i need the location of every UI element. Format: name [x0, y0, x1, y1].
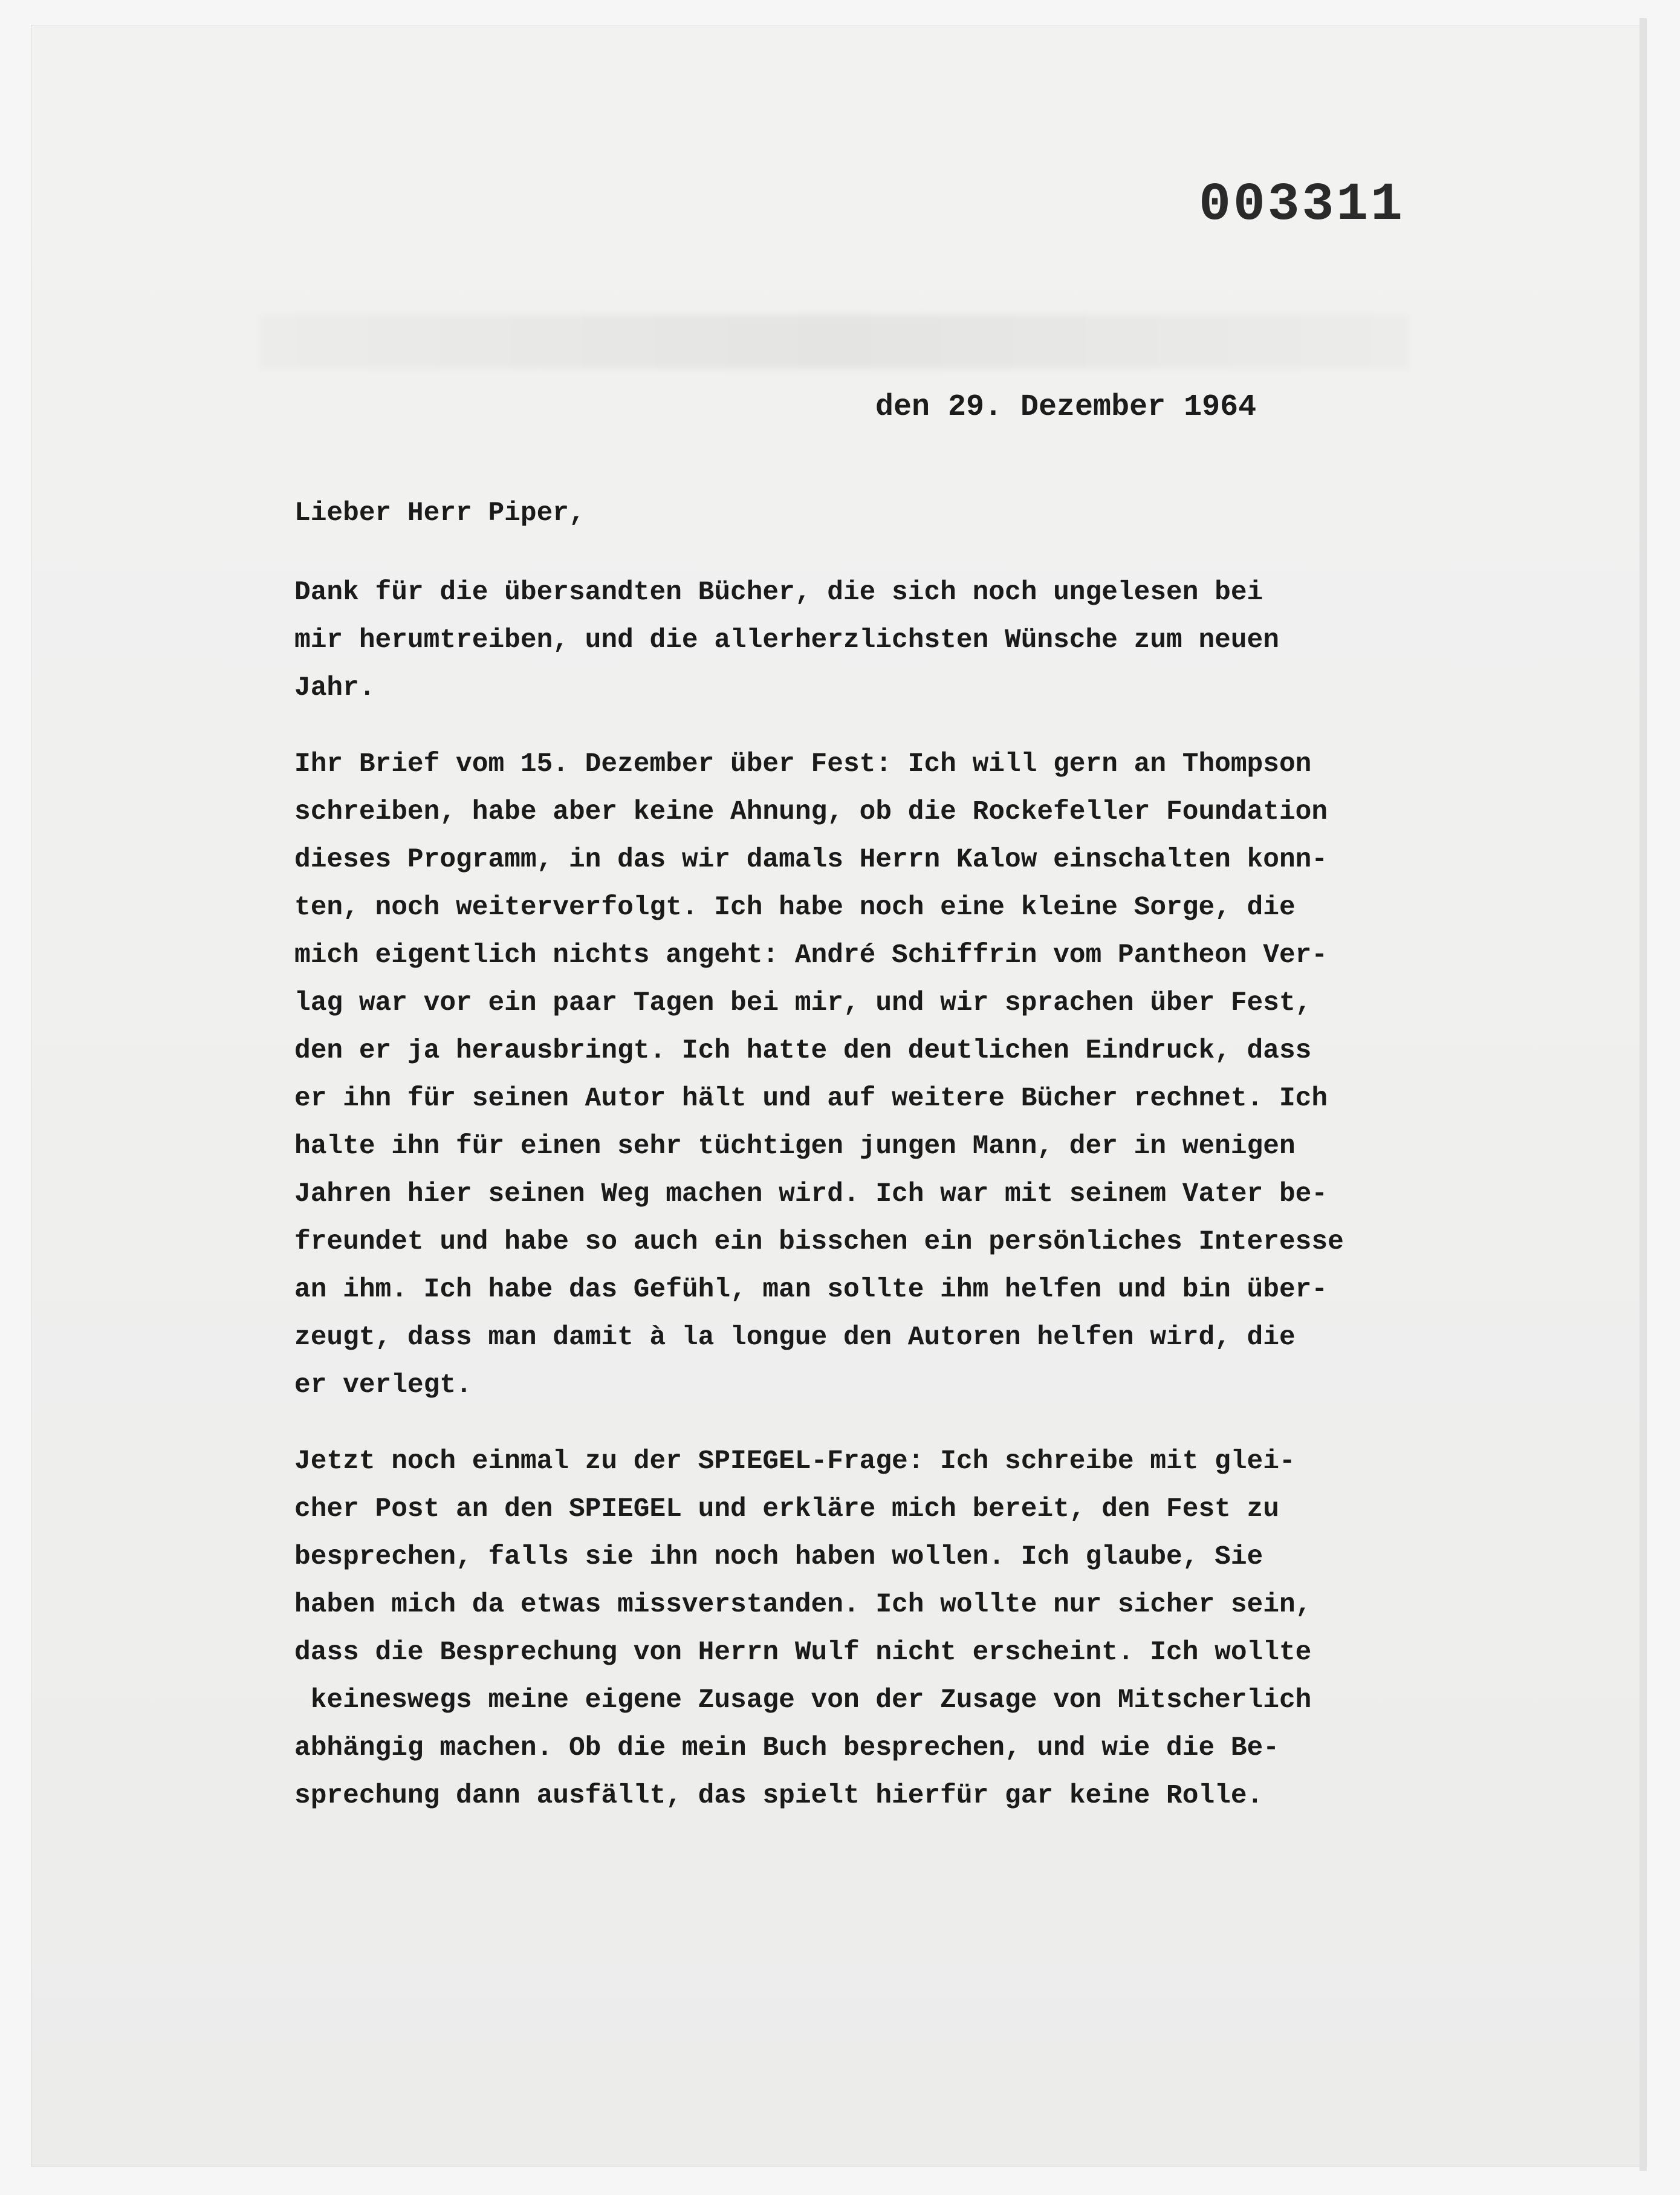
text-line: Jahren hier seinen Weg machen wird. Ich war mit seinem Vater be- — [294, 1179, 1328, 1209]
text-line: ten, noch weiterverfolgt. Ich habe noch eine kleine Sorge, die — [294, 893, 1296, 923]
sheet-edge — [1639, 18, 1647, 2171]
text-line: besprechen, falls sie ihn noch haben wollen. Ich glaube, Sie — [294, 1542, 1263, 1572]
text-line: schreiben, habe aber keine Ahnung, ob die Rockefeller Foundation — [294, 797, 1328, 827]
text-line: halte ihn für einen sehr tüchtigen jungen Mann, der in wenigen — [294, 1131, 1296, 1162]
text-line: er verlegt. — [294, 1370, 472, 1400]
text-line: den er ja herausbringt. Ich hatte den deutlichen Eindruck, dass — [294, 1036, 1312, 1066]
text-line: Dank für die übersandten Bücher, die sich noch ungelesen bei — [294, 577, 1263, 608]
document-number: 003311 — [1199, 175, 1405, 235]
text-line: zeugt, dass man damit à la longue den Autoren helfen wird, die — [294, 1322, 1296, 1353]
text-line: er ihn für seinen Autor hält und auf weitere Bücher rechnet. Ich — [294, 1084, 1328, 1114]
letter-body — [294, 490, 1431, 1849]
text-line: mich eigentlich nichts angeht: André Schiffrin vom Pantheon Ver- — [294, 940, 1328, 971]
text-line: Jahr. — [294, 673, 375, 703]
text-line: lag war vor ein paar Tagen bei mir, und wir sprachen über Fest, — [294, 988, 1312, 1018]
text-line: haben mich da etwas missverstanden. Ich wollte nur sicher sein, — [294, 1590, 1312, 1620]
text-line: dieses Programm, in das wir damals Herrn Kalow einschalten konn- — [294, 845, 1328, 875]
text-line: sprechung dann ausfällt, das spielt hierfür gar keine Rolle. — [294, 1781, 1263, 1811]
text-line: abhängig machen. Ob die mein Buch besprechen, und wie die Be- — [294, 1733, 1279, 1763]
letter-date: den 29. Dezember 1964 — [875, 390, 1257, 424]
text-line: an ihm. Ich habe das Gefühl, man sollte ihm helfen und bin über- — [294, 1275, 1328, 1305]
paragraph-1 — [294, 569, 1431, 712]
paragraph-2 — [294, 741, 1431, 1410]
faint-bleed-through — [260, 314, 1409, 369]
text-line: mir herumtreiben, und die allerherzlichsten Wünsche zum neuen — [294, 625, 1279, 655]
paragraph-3 — [294, 1438, 1431, 1820]
salutation: Lieber Herr Piper, — [294, 498, 585, 528]
text-line: Ihr Brief vom 15. Dezember über Fest: Ich will gern an Thompson — [294, 749, 1312, 779]
text-line: freundet und habe so auch ein bisschen ein persönliches Interesse — [294, 1227, 1344, 1257]
text-line: keineswegs meine eigene Zusage von der Zusage von Mitscherlich — [294, 1685, 1312, 1715]
text-line: Jetzt noch einmal zu der SPIEGEL-Frage: Ich schreibe mit glei- — [294, 1446, 1296, 1477]
text-line: cher Post an den SPIEGEL und erkläre mich bereit, den Fest zu — [294, 1494, 1279, 1524]
text-line: dass die Besprechung von Herrn Wulf nicht erscheint. Ich wollte — [294, 1637, 1312, 1668]
